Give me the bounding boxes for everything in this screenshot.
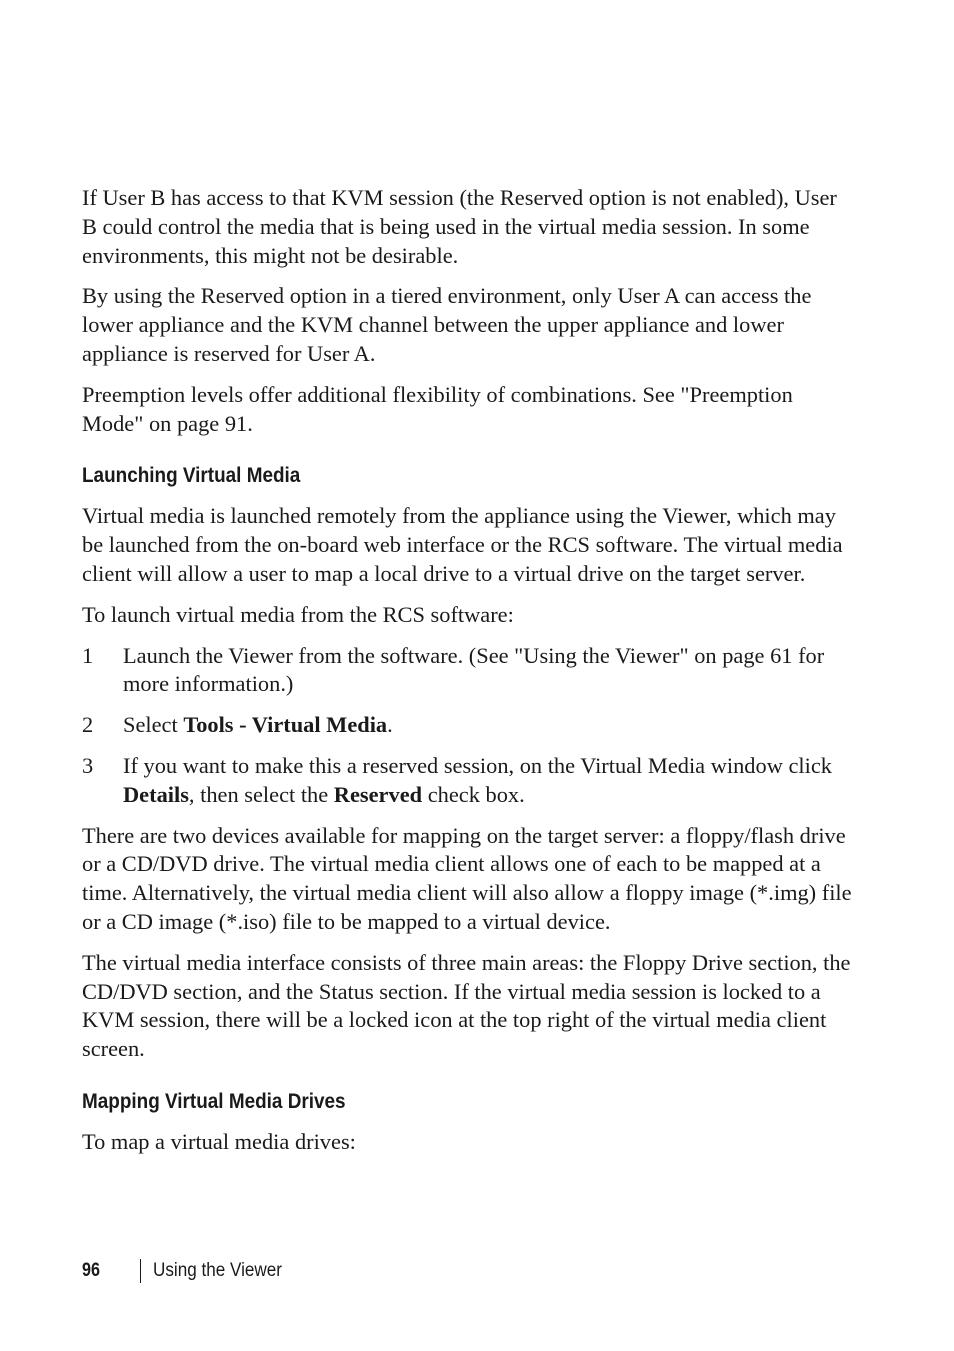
step-number: 1 xyxy=(82,642,94,668)
list-item xyxy=(82,711,854,740)
devices-paragraph: There are two devices available for mapping on the target server: a floppy/flash drive or a CD/DVD drive. The virtual media client allows one of each to be mapped at a time. Alternatively, the virtual media client will also allow a floppy image (*.img) file or a CD image (*.iso) file to be mapped to a virtual device. xyxy=(82,822,852,934)
intro-paragraph-1: If User B has access to that KVM session (the Reserved option is not enabled), User B could control the media that is being used in the virtual media session. In some environments, this might not be desirable. xyxy=(82,185,837,268)
launching-virtual-media-heading: Launching Virtual Media xyxy=(82,463,301,488)
launch-steps-list xyxy=(82,642,854,810)
step-number: 2 xyxy=(82,712,94,738)
page-number: 96 xyxy=(82,1260,100,1281)
chapter-title: Using the Viewer xyxy=(153,1260,282,1281)
mapping-lead-paragraph: To map a virtual media drives: xyxy=(82,1128,356,1154)
step-text-middle: , then select the xyxy=(188,781,334,807)
list-item xyxy=(82,752,854,810)
menu-path-tools-virtual-media: Tools - Virtual Media xyxy=(183,712,388,738)
intro-paragraph-2: By using the Reserved option in a tiered environment, only User A can access the lower appliance and the KVM channel between the upper appliance and lower appliance is reserved for User A. xyxy=(82,283,812,366)
step-text-before: Select xyxy=(123,712,184,738)
page-content xyxy=(82,184,854,1169)
intro-paragraph-3: Preemption levels offer additional flexibility of combinations. See "Preemption Mode" on page 91. xyxy=(82,381,793,436)
launching-intro-paragraph: Virtual media is launched remotely from the appliance using the Viewer, which may be launched from the on-board web interface or the RCS software. The virtual media client will allow a user to map a local drive to a virtual drive on the target server. xyxy=(82,503,843,586)
mapping-virtual-media-drives-heading: Mapping Virtual Media Drives xyxy=(82,1088,346,1113)
step-text-after: check box. xyxy=(422,781,525,807)
interface-paragraph: The virtual media interface consists of three main areas: the Floppy Drive section, the CD/DVD section, and the Status section. If the virtual media session is locked to a KVM session, there will be a locked icon at the top right of the virtual media client screen. xyxy=(82,949,851,1062)
reserved-term: Reserved xyxy=(333,781,423,807)
step-text: Launch the Viewer from the software. (See "Using the Viewer" on page 61 for more information.) xyxy=(123,642,825,697)
footer-divider xyxy=(140,1259,141,1283)
step-text-before: If you want to make this a reserved session, on the Virtual Media window click xyxy=(123,752,832,778)
launching-lead-paragraph: To launch virtual media from the RCS software: xyxy=(82,601,514,627)
step-text-after: . xyxy=(387,712,393,738)
details-term: Details xyxy=(123,781,189,807)
step-number: 3 xyxy=(82,752,94,778)
list-item xyxy=(82,642,854,700)
page-footer xyxy=(82,1258,296,1284)
